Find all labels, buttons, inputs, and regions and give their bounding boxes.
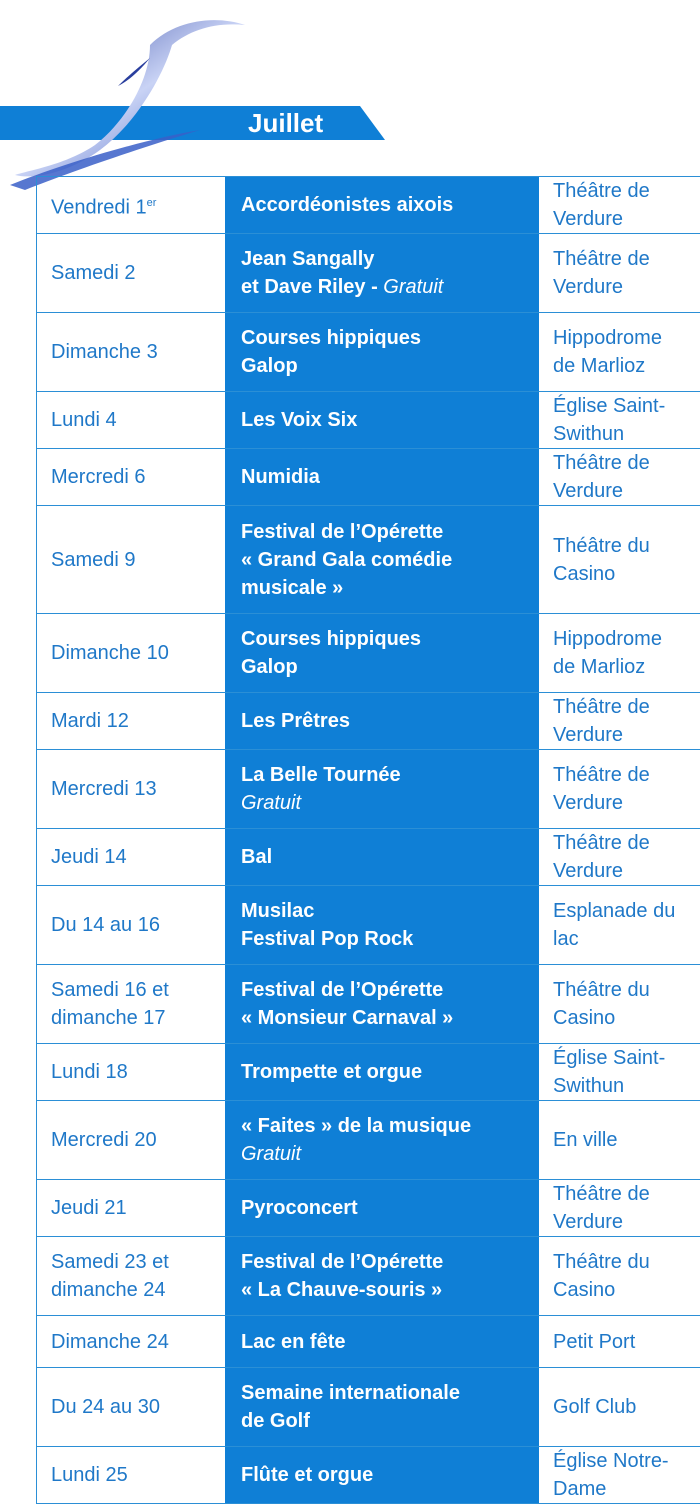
event-venue: Église Notre-Dame [539,1447,700,1504]
table-row [37,177,700,234]
event-venue: Petit Port [539,1316,700,1368]
table-row [37,829,700,886]
event-venue: Théâtre de Verdure [539,449,700,506]
event-date: Samedi 16 et dimanche 17 [37,965,226,1044]
table-row [37,1316,700,1368]
event-venue: Église Saint-Swithun [539,1044,700,1101]
table-row [37,234,700,313]
event-date: Jeudi 21 [37,1180,226,1237]
table-row [37,750,700,829]
table-row [37,392,700,449]
table-row [37,313,700,392]
event-name: Numidia [225,449,539,506]
table-row [37,886,700,965]
event-date: Mercredi 20 [37,1101,226,1180]
event-venue: Hippodrome de Marlioz [539,313,700,392]
event-date: Mardi 12 [37,693,226,750]
table-row [37,506,700,614]
event-name: « Faites » de la musique Gratuit [225,1101,539,1180]
event-date: Vendredi 1er [37,177,226,234]
event-date: Samedi 9 [37,506,226,614]
event-name: Festival de l’Opérette « La Chauve-souris » [225,1237,539,1316]
event-venue: Hippodrome de Marlioz [539,614,700,693]
event-date: Mercredi 13 [37,750,226,829]
event-name: Festival de l’Opérette « Grand Gala comédie musicale » [225,506,539,614]
event-date: Du 14 au 16 [37,886,226,965]
event-venue: Golf Club [539,1368,700,1447]
table-row [37,1368,700,1447]
month-title: Juillet [248,108,323,138]
letter-j-swash-logo [0,0,260,200]
event-name: Les Voix Six [225,392,539,449]
event-name: Flûte et orgue [225,1447,539,1504]
table-row [37,1101,700,1180]
event-date: Dimanche 24 [37,1316,226,1368]
event-venue: Théâtre du Casino [539,965,700,1044]
table-row [37,1447,700,1504]
event-name: Semaine internationale de Golf [225,1368,539,1447]
event-venue: Théâtre de Verdure [539,750,700,829]
table-row [37,1237,700,1316]
event-name: Courses hippiques Galop [225,313,539,392]
event-venue: Théâtre de Verdure [539,693,700,750]
event-date: Lundi 4 [37,392,226,449]
event-venue: Théâtre du Casino [539,1237,700,1316]
event-name: Bal [225,829,539,886]
table-row [37,965,700,1044]
events-table [36,176,700,1504]
event-name: Jean Sangally et Dave Riley - Gratuit [225,234,539,313]
event-venue: Théâtre du Casino [539,506,700,614]
event-venue: Théâtre de Verdure [539,177,700,234]
event-date: Jeudi 14 [37,829,226,886]
event-name: La Belle Tournée Gratuit [225,750,539,829]
event-venue: Théâtre de Verdure [539,234,700,313]
event-name: Pyroconcert [225,1180,539,1237]
event-name: Les Prêtres [225,693,539,750]
table-row [37,1180,700,1237]
event-venue: Église Saint-Swithun [539,392,700,449]
table-row [37,693,700,750]
event-date: Lundi 25 [37,1447,226,1504]
event-venue: Esplanade du lac [539,886,700,965]
event-date: Mercredi 6 [37,449,226,506]
event-name: Musilac Festival Pop Rock [225,886,539,965]
table-row [37,1044,700,1101]
event-name: Accordéonistes aixois [225,177,539,234]
event-date: Du 24 au 30 [37,1368,226,1447]
event-date: Dimanche 3 [37,313,226,392]
table-row [37,614,700,693]
event-name: Lac en fête [225,1316,539,1368]
event-venue: En ville [539,1101,700,1180]
table-row [37,449,700,506]
event-date: Samedi 2 [37,234,226,313]
event-name: Festival de l’Opérette « Monsieur Carnaval » [225,965,539,1044]
event-name: Trompette et orgue [225,1044,539,1101]
event-venue: Théâtre de Verdure [539,1180,700,1237]
event-name: Courses hippiques Galop [225,614,539,693]
event-date: Lundi 18 [37,1044,226,1101]
event-date: Dimanche 10 [37,614,226,693]
event-venue: Théâtre de Verdure [539,829,700,886]
event-date: Samedi 23 et dimanche 24 [37,1237,226,1316]
